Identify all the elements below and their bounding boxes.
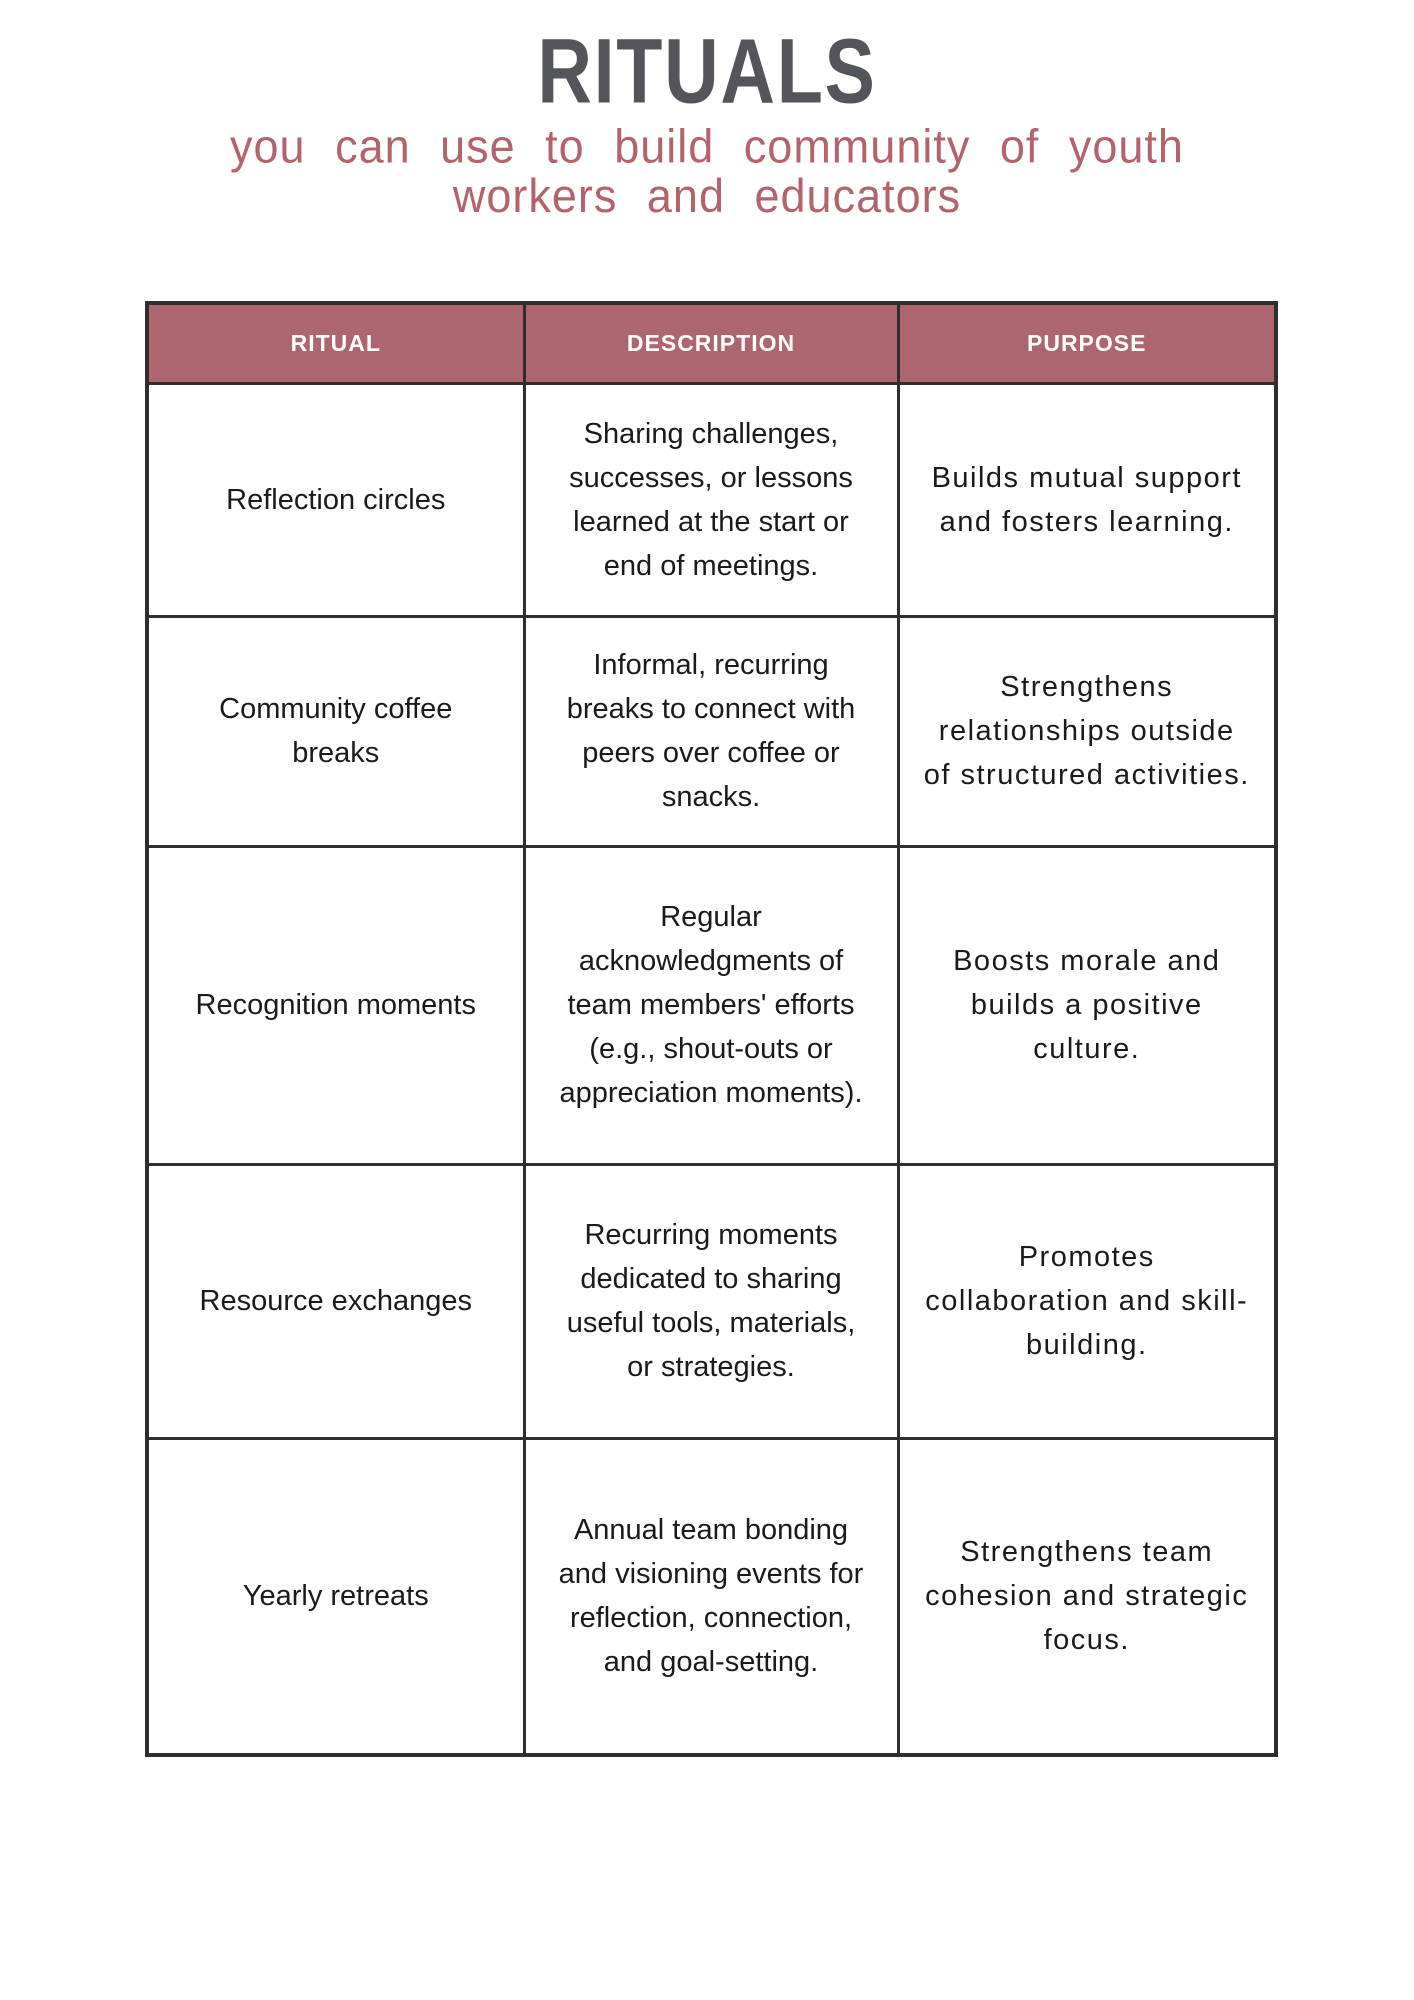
- ritual-cell: Yearly retreats: [147, 1438, 524, 1755]
- page-title: RITUALS: [537, 20, 877, 123]
- table-row: [147, 616, 1276, 846]
- subtitle-line-1: you can use to build community of youth: [230, 118, 1184, 173]
- table-row: [147, 1164, 1276, 1438]
- column-header-description: DESCRIPTION: [524, 303, 898, 383]
- description-cell: Annual team bonding and visioning events for reflection, connection, and goal-setting.: [524, 1438, 898, 1755]
- table-row: [147, 846, 1276, 1164]
- rituals-table: [145, 301, 1278, 1757]
- column-header-purpose: PURPOSE: [898, 303, 1276, 383]
- rituals-table-body: [147, 383, 1276, 1755]
- ritual-cell: Community coffee breaks: [147, 616, 524, 846]
- rituals-table-container: [145, 301, 1274, 1757]
- page-subtitle: [0, 118, 1414, 223]
- column-header-ritual: RITUAL: [147, 303, 524, 383]
- ritual-cell: Recognition moments: [147, 846, 524, 1164]
- purpose-cell: Builds mutual support and fosters learning.: [898, 383, 1276, 616]
- purpose-cell: Boosts morale and builds a positive culture.: [898, 846, 1276, 1164]
- purpose-cell: Strengthens team cohesion and strategic focus.: [898, 1438, 1276, 1755]
- ritual-cell: Reflection circles: [147, 383, 524, 616]
- purpose-cell: Strengthens relationships outside of structured activities.: [898, 616, 1276, 846]
- subtitle-line-2: workers and educators: [452, 168, 962, 223]
- ritual-cell: Resource exchanges: [147, 1164, 524, 1438]
- description-cell: Sharing challenges, successes, or lessons learned at the start or end of meetings.: [524, 383, 898, 616]
- purpose-cell: Promotes collaboration and skill-building.: [898, 1164, 1276, 1438]
- description-cell: Informal, recurring breaks to connect with peers over coffee or snacks.: [524, 616, 898, 846]
- table-row: [147, 383, 1276, 616]
- description-cell: Recurring moments dedicated to sharing useful tools, materials, or strategies.: [524, 1164, 898, 1438]
- table-header-row: [147, 303, 1276, 383]
- table-row: [147, 1438, 1276, 1755]
- description-cell: Regular acknowledgments of team members' efforts (e.g., shout-outs or appreciation moments).: [524, 846, 898, 1164]
